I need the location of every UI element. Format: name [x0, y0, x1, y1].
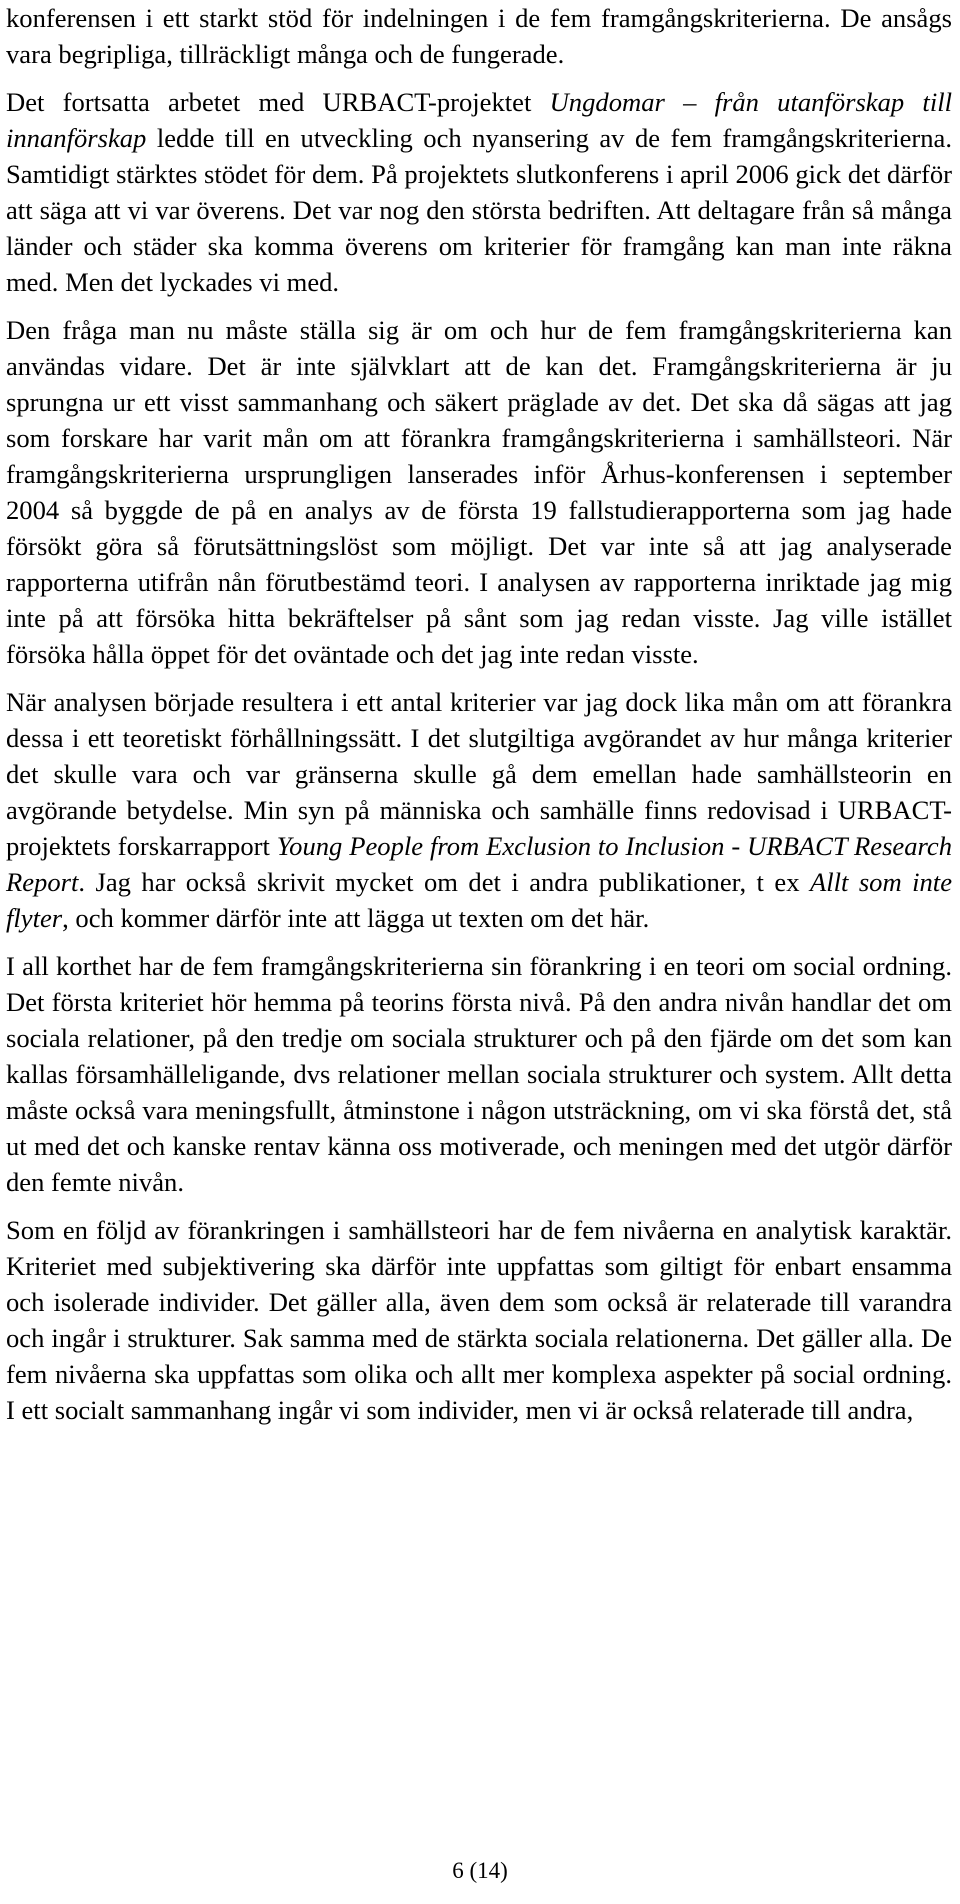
paragraph [6, 948, 952, 1200]
italic-text: Young People from Exclusion to Inclusion - URBACT Research Report [6, 831, 952, 897]
text-run: Det fortsatta arbetet med URBACT-projektet [6, 87, 550, 117]
paragraph [6, 1212, 952, 1428]
italic-text: Allt som inte flyter [6, 867, 953, 933]
body-text [6, 0, 952, 1440]
paragraph [6, 684, 952, 936]
italic-text: Ungdomar – från utanförskap till innanförskap [6, 87, 952, 153]
text-run: När analysen började resultera i ett antal kriterier var jag dock lika mån om att förankra dessa i ett teoretiskt förhållningssätt. I det slutgiltiga avgörandet av hur många kriterier det skulle vara och var gränserna skulle gå dem emellan hade samhällsteorin en avgörande betydelse. Min syn på människa och samhälle finns redovisad i URBACT-projektets forskarrapport [6, 687, 952, 861]
text-run: , och kommer därför inte att lägga ut texten om det här. [62, 903, 650, 933]
paragraph [6, 312, 952, 672]
text-run: Den fråga man nu måste ställa sig är om och hur de fem framgångskriterierna kan användas vidare. Det är inte självklart att de kan det. Framgångskriterierna är ju sprungna ur ett visst sammanhang och säkert präglade av det. Det ska då sägas att jag som forskare har varit mån om att förankra framgångskriterierna i samhällsteori. När framgångskriterierna ursprungligen lanserades inför Århus-konferensen i september 2004 så byggde de på en analys av de första 19 fallstudierapporterna som jag hade försökt göra så förutsättningslöst som möjligt. Det var inte så att jag analyserade rapporterna utifrån nån förutbestämd teori. I analysen av rapporterna inriktade jag mig inte på att försöka hitta bekräftelser på sånt som jag redan visste. Jag ville istället försöka hålla öppet för det oväntade och det jag inte redan visste. [6, 315, 952, 669]
text-run: Som en följd av förankringen i samhällsteori har de fem nivåerna en analytisk karaktär. Kriteriet med subjektivering ska därför inte uppfattas som giltigt för enbart ensamma och isolerade individer. Det gäller alla, även dem som också är relaterade till varandra och ingår i strukturer. Sak samma med de stärkta sociala relationerna. Det gäller alla. De fem nivåerna ska uppfattas som olika och allt mer komplexa aspekter på social ordning. I ett socialt sammanhang ingår vi som individer, men vi är också relaterade till andra, [6, 1215, 952, 1425]
paragraph [6, 0, 952, 72]
text-run: ledde till en utveckling och nyansering av de fem framgångskriterierna. Samtidigt stärktes stödet för dem. På projektets slutkonferens i april 2006 gick det därför att säga att vi var överens. Det var nog den största bedriften. Att deltagare från så många länder och städer ska komma överens om kriterier för framgång kan man inte räkna med. Men det lyckades vi med. [6, 123, 952, 297]
text-run: I all korthet har de fem framgångskriterierna sin förankring i en teori om social ordning. Det första kriteriet hör hemma på teorins första nivå. På den andra nivån handlar det om sociala relationer, på den tredje om sociala strukturer och på den fjärde om det som kan kallas församhälleligande, dvs relationer mellan sociala strukturer och system. Allt detta måste också vara meningsfullt, åtminstone i någon utsträckning, om vi ska förstå det, stå ut med det och kanske rentav känna oss motiverade, och meningen med det utgör därför den femte nivån. [6, 951, 952, 1197]
text-run: . Jag har också skrivit mycket om det i andra publikationer, t ex [78, 867, 810, 897]
text-run: konferensen i ett starkt stöd för indelningen i de fem framgångskriterierna. De ansågs vara begripliga, tillräckligt många och de fungerade. [6, 3, 952, 69]
paragraph [6, 84, 952, 300]
page-number: 6 (14) [452, 1858, 508, 1883]
